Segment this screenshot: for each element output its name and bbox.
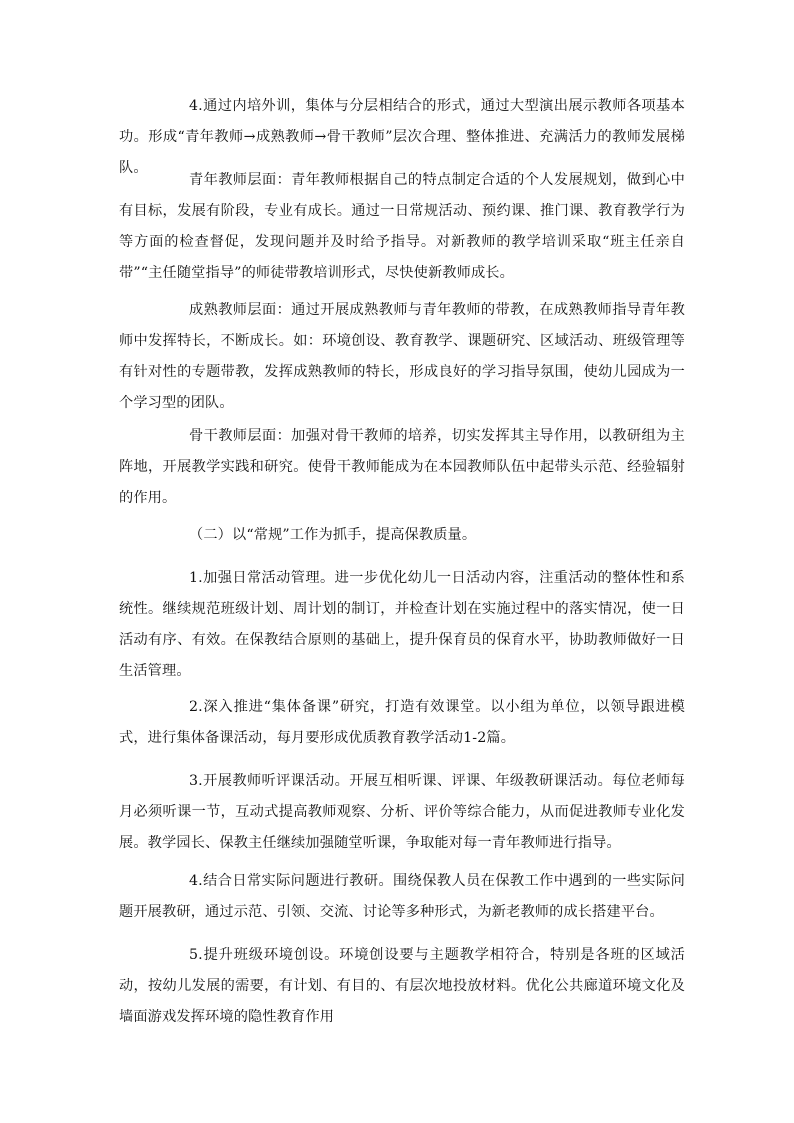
paragraph-practical-research: 4.结合日常实际问题进行教研。围绕保教人员在保教工作中遇到的一些实际问题开展教研，通过示范、引领、交流、讨论等多种形式，为新老教师的成长搭建平台。 bbox=[119, 873, 685, 920]
paragraph-backbone-teachers: 骨干教师层面：加强对骨干教师的培养，切实发挥其主导作用，以教研组为主阵地，开展教学实践和研究。使骨干教师能成为在本园教师队伍中起带头示范、经验辐射的作用。 bbox=[119, 428, 685, 506]
paragraph-collective-lesson-prep: 2.深入推进“集体备课”研究，打造有效课堂。以小组为单位，以领导跟进模式，进行集体备课活动，每月要形成优质教育教学活动1-2篇。 bbox=[119, 699, 685, 746]
paragraph-mature-teachers: 成熟教师层面：通过开展成熟教师与青年教师的带教，在成熟教师指导青年教师中发挥特长，不断成长。如：环境创设、教育教学、课题研究、区域活动、班级管理等有针对性的专题带教，发挥成熟教师的特长，形成良好的学习指导氛围，使幼儿园成为一个学习型的团队。 bbox=[119, 302, 685, 411]
paragraph-teacher-ladder: 4.通过内培外训，集体与分层相结合的形式，通过大型演出展示教师各项基本功。形成“青年教师→成熟教师→骨干教师”层次合理、整体推进、充满活力的教师发展梯队。 bbox=[119, 98, 685, 176]
paragraph-lesson-observation: 3.开展教师听评课活动。开展互相听课、评课、年级教研课活动。每位老师每月必须听课一节，互动式提高教师观察、分析、评价等综合能力，从而促进教师专业化发展。教学园长、保教主任继续加强随堂听课，争取能对每一青年教师进行指导。 bbox=[119, 773, 685, 851]
paragraph-young-teachers: 青年教师层面：青年教师根据自己的特点制定合适的个人发展规划，做到心中有目标，发展有阶段，专业有成长。通过一日常规活动、预约课、推门课、教育教学行为等方面的检查督促，发现问题并及时给予指导。对新教师的教学培训采取“班主任亲自带”“主任随堂指导”的师徒带教培训形式，尽快使新教师成长。 bbox=[119, 172, 685, 281]
section-heading-routine-work: （二）以“常规”工作为抓手，提高保教质量。 bbox=[189, 527, 477, 543]
paragraph-daily-activity: 1.加强日常活动管理。进一步优化幼儿一日活动内容，注重活动的整体性和系统性。继续规范班级计划、周计划的制订，并检查计划在实施过程中的落实情况，使一日活动有序、有效。在保教结合原则的基础上，提升保育员的保育水平，协助教师做好一日生活管理。 bbox=[119, 570, 685, 679]
paragraph-class-environment: 5.提升班级环境创设。环境创设要与主题教学相符合，特别是各班的区域活动，按幼儿发展的需要，有计划、有目的、有层次地投放材料。优化公共廊道环境文化及墙面游戏发挥环境的隐性教育作用 bbox=[119, 947, 685, 1025]
